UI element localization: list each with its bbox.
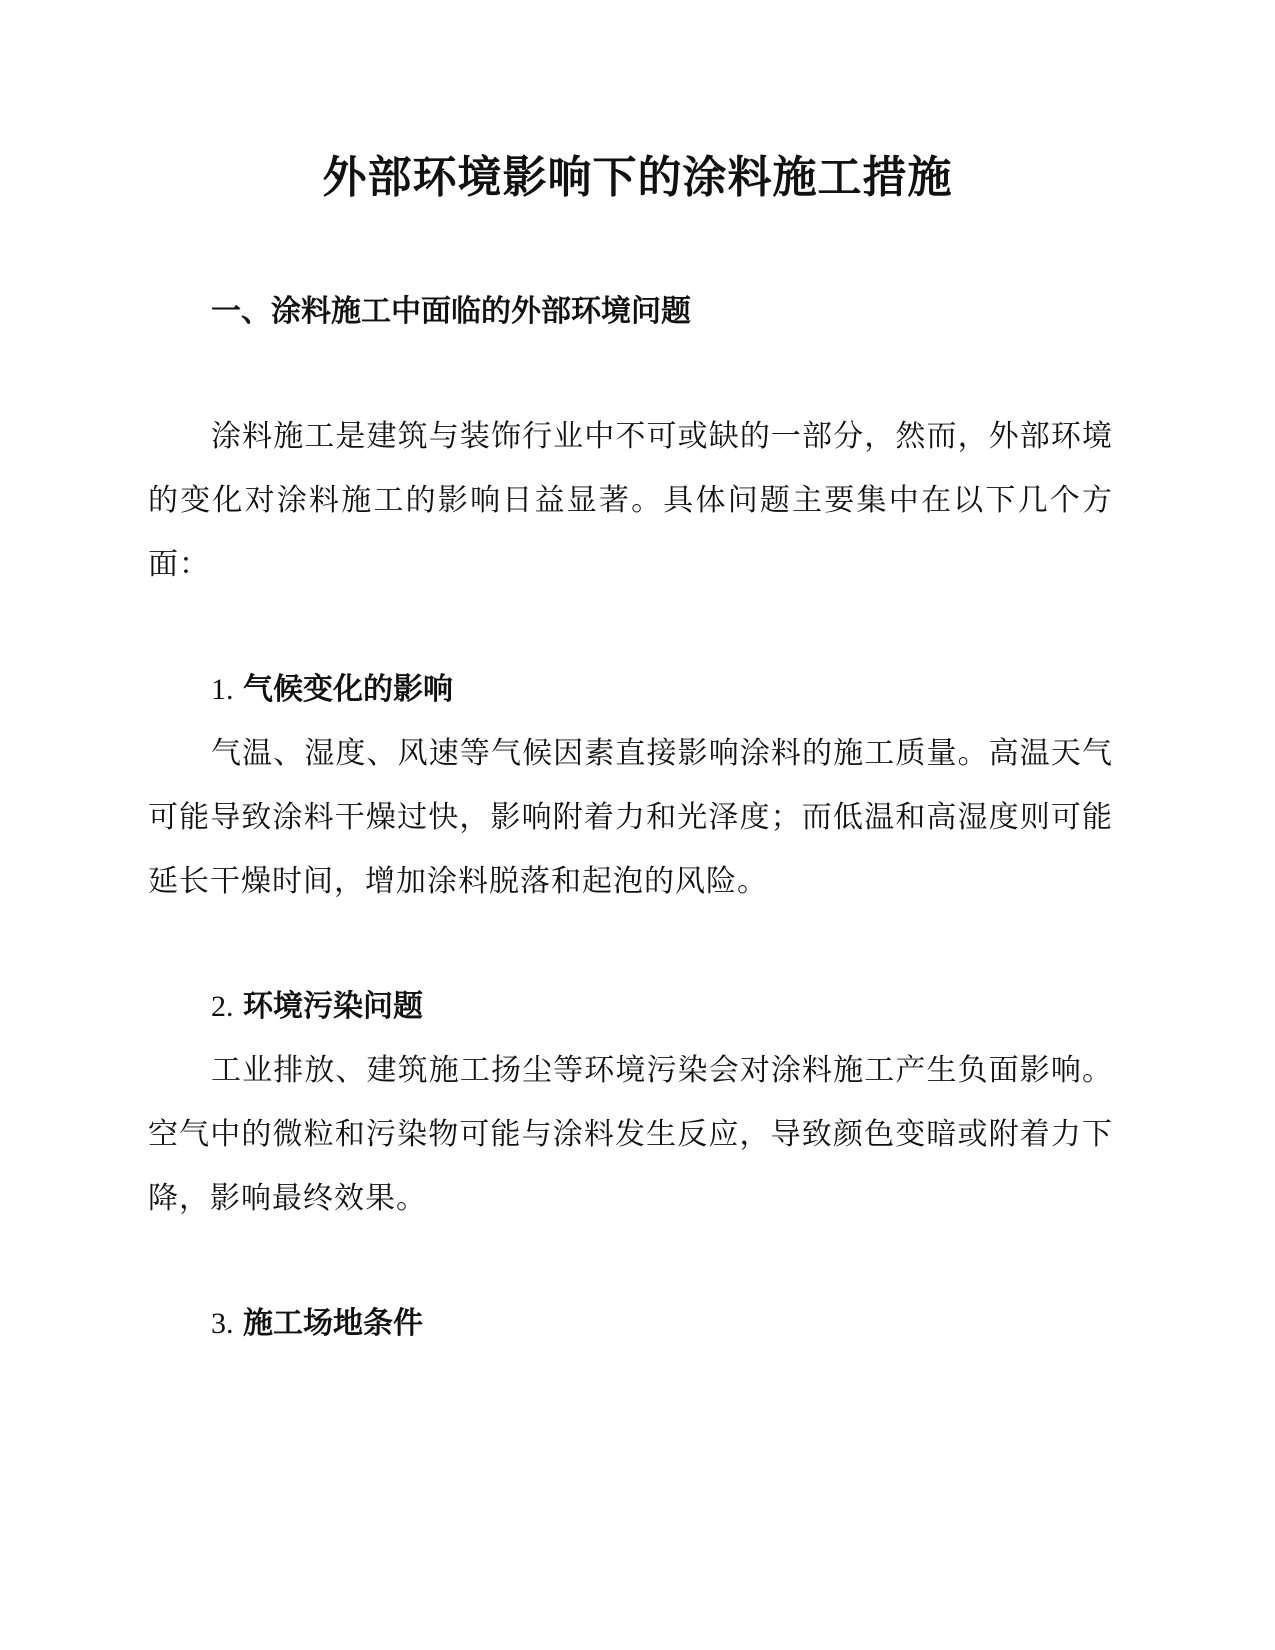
subsection-number: 2. bbox=[211, 990, 234, 1023]
subsection-heading-1 bbox=[211, 668, 453, 712]
subsection-title: 施工场地条件 bbox=[243, 1306, 424, 1341]
subsection-number: 3. bbox=[211, 1307, 234, 1340]
document-title: 外部环境影响下的涂料施工措施 bbox=[322, 152, 953, 203]
subsection-heading-2 bbox=[211, 985, 423, 1029]
subsection-title: 气候变化的影响 bbox=[243, 672, 454, 707]
subsection-number: 1. bbox=[211, 673, 234, 706]
subsection-heading-3 bbox=[211, 1302, 423, 1346]
subsection-body-2: 工业排放、建筑施工扬尘等环境污染会对涂料施工产生负面影响。空气中的微粒和污染物可能与涂料发生反应，导致颜色变暗或附着力下降，影响最终效果。 bbox=[148, 1053, 1113, 1216]
section-heading: 一、涂料施工中面临的外部环境问题 bbox=[211, 294, 691, 329]
subsection-body-1: 气温、湿度、风速等气候因素直接影响涂料的施工质量。高温天气可能导致涂料干燥过快，影响附着力和光泽度；而低温和高湿度则可能延长干燥时间，增加涂料脱落和起泡的风险。 bbox=[148, 736, 1113, 899]
subsection-title: 环境污染问题 bbox=[243, 989, 424, 1024]
intro-paragraph: 涂料施工是建筑与装饰行业中不可或缺的一部分，然而，外部环境的变化对涂料施工的影响日益显著。具体问题主要集中在以下几个方面： bbox=[148, 419, 1113, 582]
